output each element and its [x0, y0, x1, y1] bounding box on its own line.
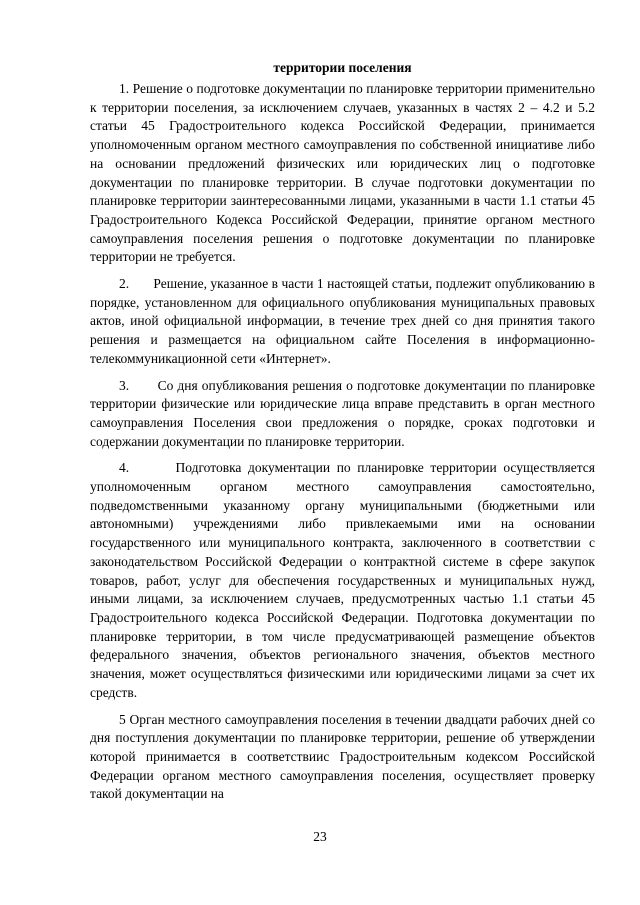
page-number: 23 [313, 829, 327, 844]
paragraph-4: 4. Подготовка документации по планировке территории осуществляется уполномоченным органом местного самоуправления самостоятельно, подведомственными указанному органу муниципальными (бюджетными или автономными) учреждениями либо привлекаемыми ими на основании государственного или муниципального контракта, заключенного в соответствии с законодательством Российской Федерации о контрактной системе в сфере закупок товаров, работ, услуг для обеспечения государственных и муниципальных нужд, иными лицами, за исключением случаев, предусмотренных частью 1.1 статьи 45 Градостроительного кодекса Российской Федерации. Подготовка документации по планировке территории, в том числе предусматривающей размещение объектов федерального значения, объектов регионального значения, объектов местного значения, может осуществляться физическими или юридическими лицами за счет их средств. [90, 460, 595, 700]
section-heading: территории поселения [273, 60, 412, 75]
paragraph-3: 3. Со дня опубликования решения о подготовке документации по планировке территории физические или юридические лица вправе представить в орган местного самоуправления Поселения свои предложения о порядке, сроках подготовки и содержании документации по планировке территории. [90, 377, 595, 449]
paragraph-5: 5 Орган местного самоуправления поселения в течении двадцати рабочих дней со дня поступления документации по планировке территории, решение об утверждении которой принимается в соответствиис Градостроительным кодексом Российской Федерации органом местного самоуправления поселения, осуществляет проверку такой документации на [90, 711, 595, 802]
paragraph-2: 2. Решение, указанное в части 1 настоящей статьи, подлежит опубликованию в порядке, установленном для официального опубликования муниципальных правовых актов, иной официальной информации, в течение трех дней со дня принятия такого решения и размещается на официальном сайте Поселения в информационно-телекоммуникационной сети «Интернет». [90, 276, 595, 366]
paragraph-1: 1. Решение о подготовке документации по планировке территории применительно к территории поселения, за исключением случаев, указанных в частях 2 – 4.2 и 5.2 статьи 45 Градостроительного кодекса Российской Федерации, принимается уполномоченным органом местного самоуправления по собственной инициативе либо на основании предложений физических или юридических лиц о подготовке документации по планировке территории. В случае подготовки документации по планировке территории заинтересованными лицами, указанными в части 1.1 статьи 45 Градостроительного Кодекса Российской Федерации, принятие органом местного самоуправления поселения решения о подготовке документации по планировке территории не требуется. [90, 81, 595, 265]
document-body [90, 80, 595, 804]
